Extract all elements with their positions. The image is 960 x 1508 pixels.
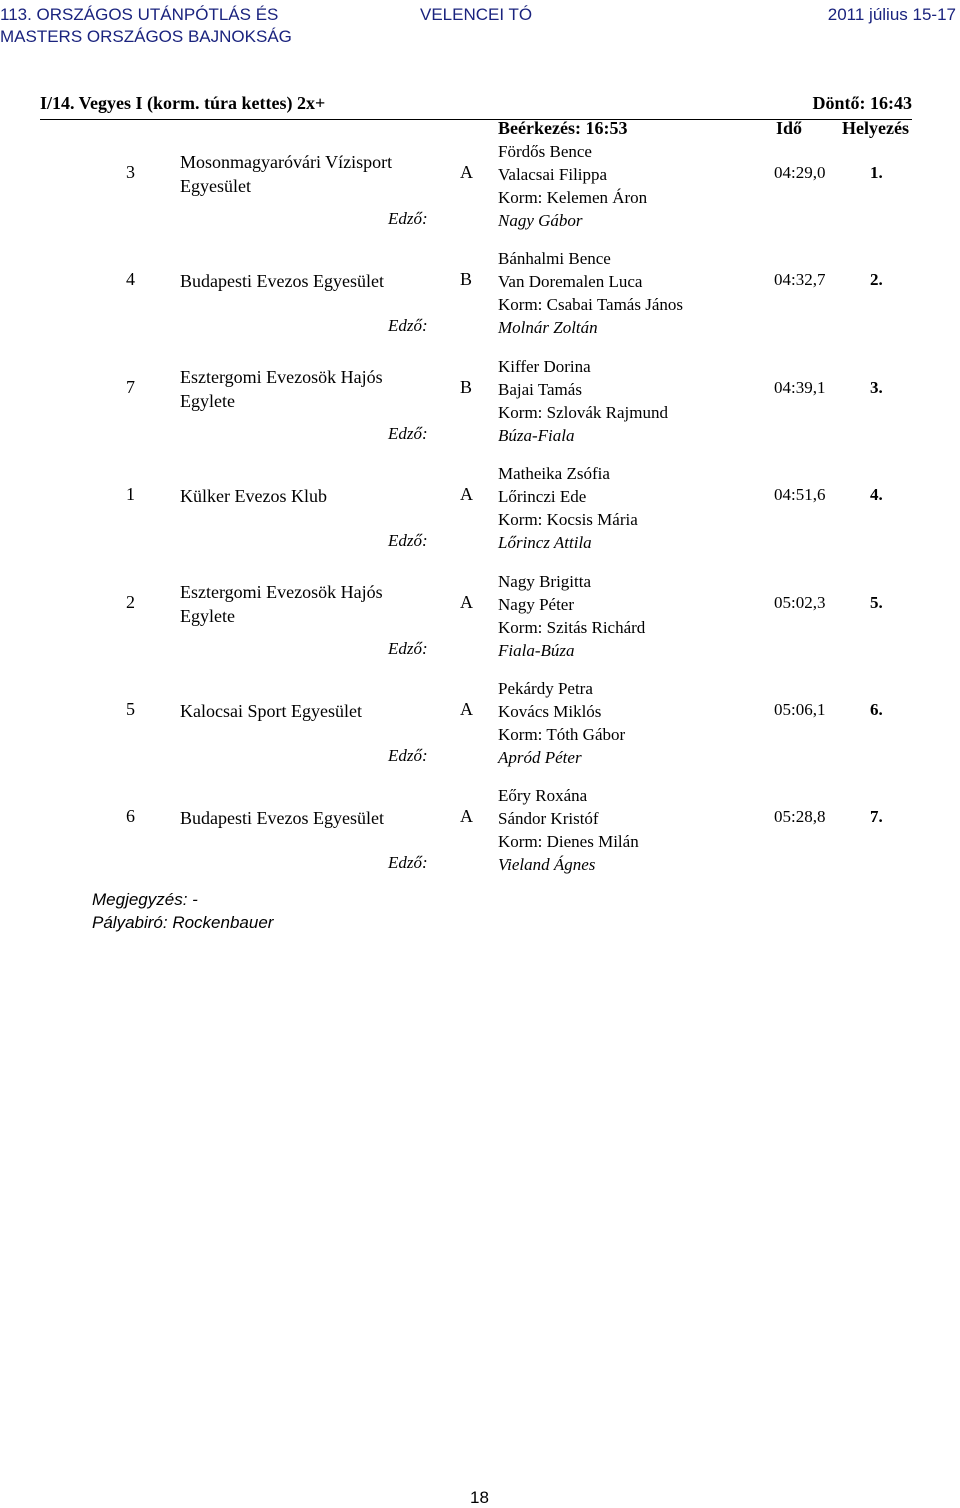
lane-number: 3: [126, 162, 135, 182]
header-date: 2011 július 15-17: [827, 5, 956, 24]
coach-label: Edző:: [388, 209, 428, 228]
header-title-line2: MASTERS ORSZÁGOS BAJNOKSÁG: [0, 27, 292, 46]
club-name-line1: Budapesti Evezos Egyesület: [180, 808, 384, 828]
lane-number: 5: [126, 699, 135, 719]
page-number: 18: [470, 1488, 489, 1507]
finish-time: 05:28,8: [774, 807, 826, 826]
club-name-line1: Esztergomi Evezosök Hajós: [180, 367, 383, 387]
coach-name: Búza-Fiala: [498, 426, 575, 445]
club-name: [180, 806, 384, 830]
division: B: [460, 377, 473, 397]
coach-label: Edző:: [388, 639, 428, 658]
placing: 5.: [870, 593, 883, 612]
arrival-time: Beérkezés: 16:53: [498, 118, 628, 138]
club-name: [180, 365, 383, 413]
header-organizer: [0, 4, 292, 48]
finish-time: 04:51,6: [774, 485, 826, 504]
division: A: [460, 806, 473, 826]
crew-list: [498, 462, 638, 554]
coach-name: Fiala-Búza: [498, 641, 575, 660]
crew-member: Nagy Péter: [498, 595, 575, 614]
finish-time: 05:02,3: [774, 593, 826, 612]
club-name-line1: Mosonmagyaróvári Vízisport: [180, 152, 393, 172]
finish-time: 04:29,0: [774, 163, 826, 182]
division: A: [460, 162, 473, 182]
crew-member: Valacsai Filippa: [498, 165, 608, 184]
placing: 4.: [870, 485, 883, 504]
placing: 7.: [870, 807, 883, 826]
crew-member: Eőry Roxána: [498, 786, 588, 805]
division: A: [460, 484, 473, 504]
crew-list: [498, 570, 645, 662]
crew-member: Bánhalmi Bence: [498, 249, 611, 268]
crew-list: [498, 247, 683, 339]
crew-member: Fördős Bence: [498, 142, 592, 161]
crew-list: [498, 355, 668, 447]
lane-number: 6: [126, 806, 135, 826]
place-column-header: Helyezés: [842, 118, 909, 138]
coxswain: Korm: Szitás Richárd: [498, 618, 646, 637]
coach-name: Molnár Zoltán: [498, 318, 598, 337]
crew-member: Matheika Zsófia: [498, 464, 610, 483]
coach-label: Edző:: [388, 853, 428, 872]
finish-time: 05:06,1: [774, 700, 826, 719]
coxswain: Korm: Kelemen Áron: [498, 188, 648, 207]
club-name: [180, 269, 384, 293]
event-final-time: Döntő: 16:43: [812, 93, 912, 113]
lane-number: 1: [126, 484, 135, 504]
club-name: [180, 699, 362, 723]
lane-number: 4: [126, 269, 135, 289]
crew-list: [498, 784, 639, 876]
club-name-line1: Esztergomi Evezosök Hajós: [180, 582, 383, 602]
coxswain: Korm: Tóth Gábor: [498, 725, 626, 744]
club-name: [180, 484, 327, 508]
placing: 1.: [870, 163, 883, 182]
notes: [92, 888, 273, 934]
crew-list: [498, 677, 625, 769]
coach-name: Lőrincz Attila: [498, 533, 592, 552]
coach-label: Edző:: [388, 424, 428, 443]
crew-member: Nagy Brigitta: [498, 572, 592, 591]
club-name-line1: Külker Evezos Klub: [180, 486, 327, 506]
header-title-line1: 113. ORSZÁGOS UTÁNPÓTLÁS ÉS: [0, 5, 279, 24]
event-heading: [40, 93, 912, 120]
time-column-header: Idő: [776, 118, 803, 138]
crew-list: [498, 140, 647, 232]
club-name-line1: Budapesti Evezos Egyesület: [180, 271, 384, 291]
referee: Pályabiró: Rockenbauer: [92, 913, 274, 932]
club-name-line2: Egyesület: [180, 176, 251, 196]
club-name: [180, 580, 383, 628]
header-venue: VELENCEI TÓ: [420, 5, 533, 24]
division: A: [460, 592, 473, 612]
placing: 6.: [870, 700, 883, 719]
coxswain: Korm: Dienes Milán: [498, 832, 639, 851]
club-name: [180, 150, 392, 198]
division: A: [460, 699, 473, 719]
lane-number: 2: [126, 592, 135, 612]
event-title: I/14. Vegyes I (korm. túra kettes) 2x+: [40, 93, 326, 113]
crew-member: Van Doremalen Luca: [498, 272, 643, 291]
coxswain: Korm: Csabai Tamás János: [498, 295, 683, 314]
crew-member: Kovács Miklós: [498, 702, 602, 721]
crew-member: Bajai Tamás: [498, 380, 582, 399]
coach-name: Apród Péter: [498, 748, 582, 767]
remark: Megjegyzés: -: [92, 890, 198, 909]
placing: 3.: [870, 378, 883, 397]
crew-member: Pekárdy Petra: [498, 679, 593, 698]
finish-time: 04:39,1: [774, 378, 826, 397]
coach-label: Edző:: [388, 531, 428, 550]
crew-member: Kiffer Dorina: [498, 357, 591, 376]
club-name-line2: Egylete: [180, 391, 235, 411]
coxswain: Korm: Szlovák Rajmund: [498, 403, 668, 422]
lane-number: 7: [126, 377, 135, 397]
coach-label: Edző:: [388, 746, 428, 765]
result-row: [0, 247, 960, 352]
result-row: [0, 355, 960, 460]
crew-member: Lőrinczi Ede: [498, 487, 587, 506]
club-name-line1: Kalocsai Sport Egyesület: [180, 701, 362, 721]
crew-member: Sándor Kristóf: [498, 809, 599, 828]
coach-name: Nagy Gábor: [498, 211, 583, 230]
result-row: [0, 570, 960, 675]
result-row: [0, 677, 960, 782]
division: B: [460, 269, 473, 289]
result-row: [0, 462, 960, 567]
result-row: [0, 784, 960, 889]
club-name-line2: Egylete: [180, 606, 235, 626]
coxswain: Korm: Kocsis Mária: [498, 510, 638, 529]
placing: 2.: [870, 270, 883, 289]
coach-name: Vieland Ágnes: [498, 855, 596, 874]
coach-label: Edző:: [388, 316, 428, 335]
result-row: [0, 140, 960, 245]
finish-time: 04:32,7: [774, 270, 826, 289]
